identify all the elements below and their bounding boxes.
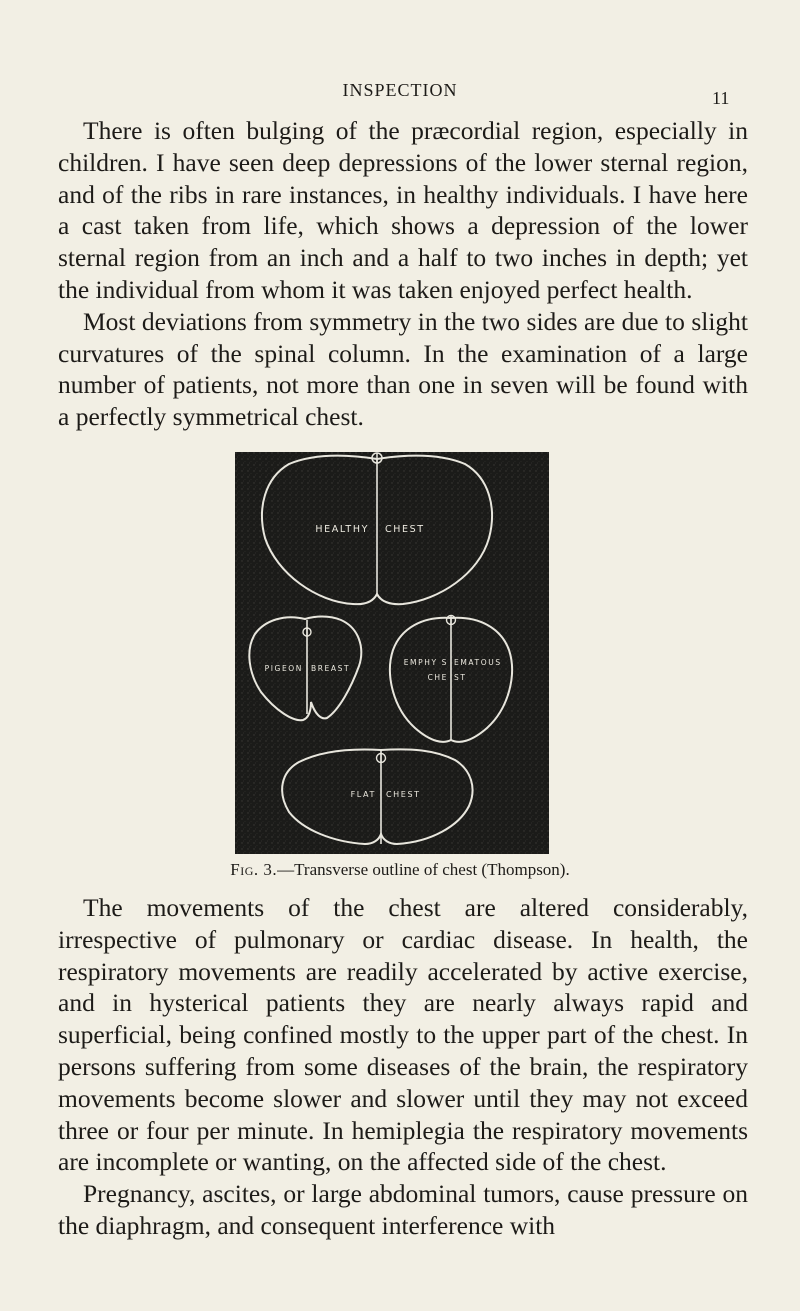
running-head: INSPECTION xyxy=(342,80,458,100)
figure-caption-label: Fig. 3. xyxy=(230,860,278,879)
label-healthy-chest: CHEST xyxy=(385,524,425,535)
paragraph: Pregnancy, ascites, or large abdominal tumors, cause pressure on the diaphragm, and consequent interference with xyxy=(58,1179,748,1240)
figure-caption xyxy=(0,860,800,880)
label-emphysematous-top-right: EMATOUS xyxy=(454,658,502,667)
paragraph: There is often bulging of the præcordial region, especially in children. I have seen deep depressions of the lower sternal region, and of the ribs in rare instances, in healthy individuals. I have here a cast taken from life, which shows a depression of the lower sternal region from an inch and a half to two inches in depth; yet the individual from whom it was taken enjoyed perfect health. xyxy=(58,116,748,304)
chest-outline-illustration xyxy=(235,452,549,854)
chest-outline-figure xyxy=(235,452,549,854)
label-healthy: HEALTHY xyxy=(315,524,369,535)
paragraph: The movements of the chest are altered considerably, irrespective of pulmonary or cardiac disease. In health, the respiratory movements are readily accelerated by active exercise, and in hysterical patients they are nearly always rapid and superficial, being confined mostly to the upper part of the chest. In persons suffering from some diseases of the brain, the respiratory movements become slower and slower until they may not exceed three or four per minute. In hemiplegia the respiratory movements are incomplete or wanting, on the affected side of the chest. xyxy=(58,893,748,1177)
text-block-bottom xyxy=(58,892,748,1242)
label-flat-chest: CHEST xyxy=(386,790,421,799)
label-flat: FLAT xyxy=(350,790,376,799)
label-pigeon: PIGEON xyxy=(264,664,303,673)
figure-caption-text: —Transverse outline of chest (Thompson). xyxy=(277,860,570,879)
paragraph: Most deviations from symmetry in the two sides are due to slight curvatures of the spinal column. In the examination of a large number of patients, not more than one in seven will be found with a perfectly symmetrical chest. xyxy=(58,306,748,432)
text-block-top xyxy=(58,115,748,433)
label-emphysematous-top-left: EMPHY S xyxy=(403,658,448,667)
label-emphysematous-bottom-left: CHE xyxy=(427,673,448,682)
label-emphysematous-bottom-right: ST xyxy=(454,673,467,682)
page-number: 11 xyxy=(712,88,730,108)
label-pigeon-breast: BREAST xyxy=(311,664,351,673)
